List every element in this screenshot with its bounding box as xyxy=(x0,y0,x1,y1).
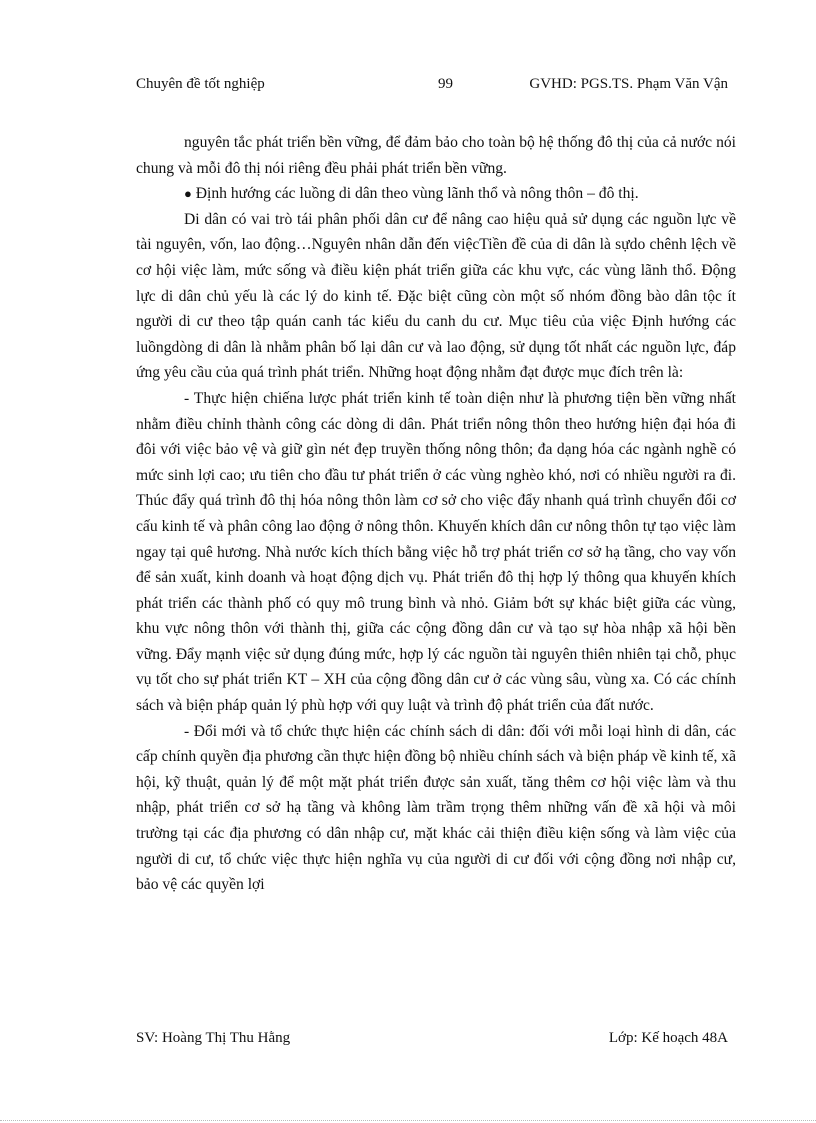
page-divider xyxy=(0,1120,816,1121)
paragraph: - Thực hiện chiếna lược phát triển kinh tế toàn diện như là phương tiện bền vững nhất nhằm điều chỉnh thành công các dòng di dân. Phát triển nông thôn theo hướng hiện đại hóa đi đôi với việc bảo vệ và giữ gìn nét đẹp truyền thống nông thôn; đa dạng hóa các ngành nghề có mức sinh lợi cao; ưu tiên cho đầu tư phát triển ở các vùng nghèo khó, nơi có nhiều người ra đi. Thúc đẩy quá trình đô thị hóa nông thôn làm cơ sở cho việc đẩy nhanh quá trình chuyển đổi cơ cấu kinh tế và phân công lao động ở nông thôn. Khuyến khích dân cư nông thôn tự tạo việc làm ngay tại quê hương. Nhà nước kích thích bằng việc hỗ trợ phát triển cơ sở hạ tầng, cho vay vốn để sản xuất, kinh doanh và hoạt động dịch vụ. Phát triển đô thị hợp lý thông qua khuyến khích phát triển các thành phố có quy mô trung bình và nhỏ. Giảm bớt sự khác biệt giữa các vùng, khu vực nông thôn với thành thị, giữa các cộng đồng dân cư và tạo sự hòa nhập xã hội bền vững. Đẩy mạnh việc sử dụng đúng mức, hợp lý các nguồn tài nguyên thiên nhiên tại chỗ, phục vụ tốt cho sự phát triển KT – XH của cộng đồng dân cư ở các vùng sâu, vùng xa. Có các chính sách và biện pháp quản lý phù hợp với quy luật và trình độ phát triển của đất nước. xyxy=(136,389,736,715)
paragraph: Di dân có vai trò tái phân phối dân cư để nâng cao hiệu quả sử dụng các nguồn lực về tài nguyên, vốn, lao động…Nguyên nhân dẫn đến việcTiền đề của di dân là sựdo chênh lệch về cơ hội việc làm, mức sống và điều kiện phát triển giữa các khu vực, các vùng lãnh thổ. Động lực di dân chủ yếu là các lý do kinh tế. Đặc biệt cũng còn một số nhóm đồng bào dân tộc ít người di cư theo tập quán canh tác kiểu du canh du cư. Mục tiêu của việc Định hướng các luồngdòng di dân là nhằm phân bố lại dân cư và lao động, sử dụng tốt nhất các nguồn lực, đáp ứng yêu cầu của quá trình phát triển. Những hoạt động nhằm đạt được mục đích trên là: xyxy=(136,210,736,382)
paragraph: - Đổi mới và tổ chức thực hiện các chính sách di dân: đối với mỗi loại hình di dân, các cấp chính quyền địa phương cần thực hiện đồng bộ nhiều chính sách và biện pháp về kinh tế, xã hội, kỹ thuật, quản lý để một mặt phát triển được sản xuất, tăng thêm cơ hội việc làm và thu nhập, phát triển cơ sở hạ tầng và không làm trầm trọng thêm những vấn đề xã hội và môi trường tại các địa phương có dân nhập cư, mặt khác cải thiện điều kiện sống và làm việc của người di cư, tổ chức việc thực hiện nghĩa vụ của người di cư đối với cộng đồng nơi nhập cư, bảo vệ các quyền lợi xyxy=(136,722,736,894)
document-title: Chuyên đề tốt nghiệp xyxy=(136,76,265,92)
bullet-heading xyxy=(136,181,736,207)
bullet-icon: ● xyxy=(184,186,192,202)
page-number: 99 xyxy=(438,76,453,92)
student-name: SV: Hoàng Thị Thu Hằng xyxy=(136,1030,291,1046)
page-footer xyxy=(136,1030,736,1050)
page-header xyxy=(136,76,736,96)
advisor-name: GVHD: PGS.TS. Phạm Văn Vận xyxy=(529,76,728,92)
bullet-text: Định hướng các luồng di dân theo vùng lãnh thổ và nông thôn – đô thị. xyxy=(195,185,639,203)
document-body xyxy=(136,130,736,898)
paragraph: nguyên tắc phát triển bền vững, để đảm bảo cho toàn bộ hệ thống đô thị của cả nước nói chung và mỗi đô thị nói riêng đều phải phát triển bền vững. xyxy=(136,134,736,177)
class-name: Lớp: Kế hoạch 48A xyxy=(608,1030,728,1046)
